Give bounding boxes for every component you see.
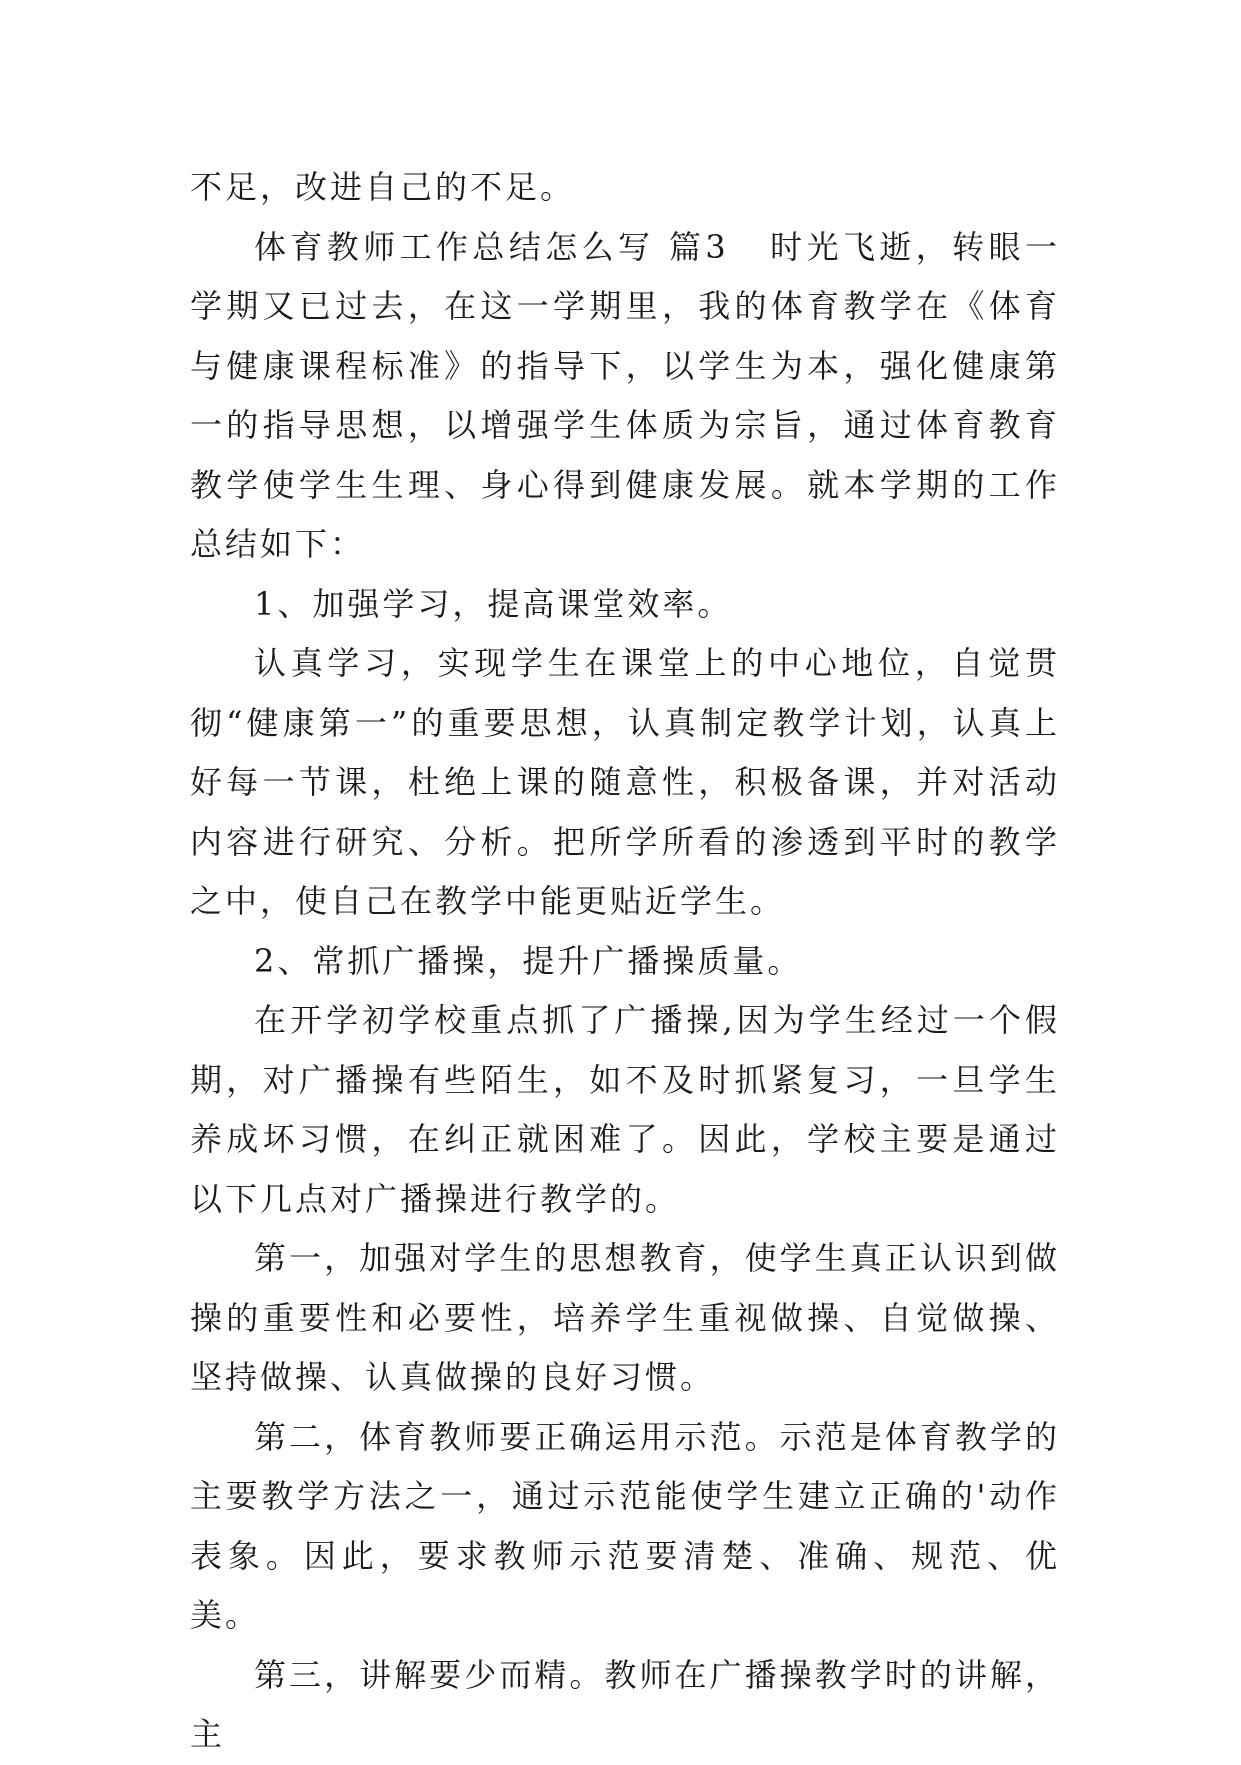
document-body: [190, 158, 1060, 1765]
paragraph-9: 第三，讲解要少而精。教师在广播操教学时的讲解，主: [190, 1655, 1060, 1753]
paragraph-2-text: 时光飞逝，转眼一学期又已过去，在这一学期里，我的体育教学在《体育与健康课程标准》的指导下，以学生为本，强化健康第一的指导思想，以增强学生体质为宗旨，通过体育教育教学使学生生理、身心得到健康发展。就本学期的工作总结如下：: [190, 227, 1060, 563]
paragraph-5: 2、常抓广播操，提升广播操质量。: [254, 941, 803, 980]
paragraph-3: 1、加强学习，提高课堂效率。: [254, 584, 733, 623]
paragraph-1: 不足，改进自己的不足。: [190, 168, 576, 206]
paragraph-7: 第一，加强对学生的思想教育，使学生真正认识到做操的重要性和必要性，培养学生重视做操、自觉做操、坚持做操、认真做操的良好习惯。: [190, 1239, 1060, 1396]
paragraph-6: 在开学初学校重点抓了广播操,因为学生经过一个假期，对广播操有些陌生，如不及时抓紧复习，一旦学生养成坏习惯，在纠正就困难了。因此，学校主要是通过以下几点对广播操进行教学的。: [190, 1001, 1060, 1218]
paragraph-4: 认真学习，实现学生在课堂上的中心地位，自觉贯彻“健康第一”的重要思想，认真制定教学计划，认真上好每一节课，杜绝上课的随意性，积极备课，并对活动内容进行研究、分析。把所学所看的渗透到平时的教学之中，使自己在教学中能更贴近学生。: [190, 644, 1060, 920]
paragraph-2: [190, 218, 1060, 575]
section-heading: 体育教师工作总结怎么写 篇3: [254, 227, 729, 266]
paragraph-8: 第二，体育教师要正确运用示范。示范是体育教学的主要教学方法之一，通过示范能使学生建立正确的'动作表象。因此，要求教师示范要清楚、准确、规范、优美。: [190, 1417, 1060, 1634]
